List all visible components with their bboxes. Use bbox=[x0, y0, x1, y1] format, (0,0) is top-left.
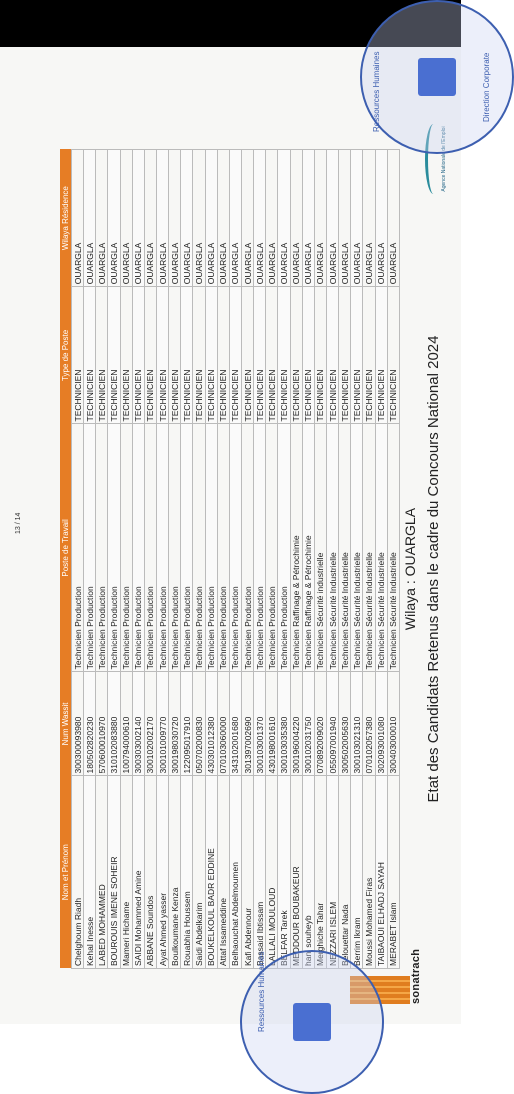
table-cell: Kafi Abdennour bbox=[241, 776, 253, 969]
table-cell: TECHNICIEN bbox=[193, 287, 205, 424]
table-cell: TECHNICIEN bbox=[169, 287, 181, 424]
table-row bbox=[132, 150, 144, 969]
table-cell: MEDDOUR BOUBAKEUR bbox=[290, 776, 302, 969]
table-row bbox=[241, 150, 253, 969]
table-cell: Mameri Hichame bbox=[120, 776, 132, 969]
table-cell: Bassaid Ibtissam bbox=[254, 776, 266, 969]
table-cell: OUARGLA bbox=[108, 150, 120, 287]
table-cell: Moussi Mohamed Firas bbox=[363, 776, 375, 969]
table-cell: OUARGLA bbox=[326, 150, 338, 287]
column-header: Poste de Travail bbox=[60, 424, 72, 672]
table-cell: NEZZARI ISLEM bbox=[326, 776, 338, 969]
table-cell: hani souheyb bbox=[302, 776, 314, 969]
table-cell: OUARGLA bbox=[375, 150, 387, 287]
table-cell: OUARGLA bbox=[72, 150, 84, 287]
column-header: Nom et Prénom bbox=[60, 776, 72, 969]
column-header: Wilaya Résidence bbox=[60, 150, 72, 287]
candidates-table bbox=[60, 149, 400, 969]
table-cell: Technicien Production bbox=[254, 424, 266, 672]
table-cell: TECHNICIEN bbox=[72, 287, 84, 424]
table-cell: BOUROUIS IMENE SOHEIR bbox=[108, 776, 120, 969]
table-cell: ABBANE Soundos bbox=[144, 776, 156, 969]
table-cell: TECHNICIEN bbox=[108, 287, 120, 424]
table-cell: Technicien Production bbox=[96, 424, 108, 672]
table-cell: Technicien Sécurité Industrielle bbox=[375, 424, 387, 672]
table-row bbox=[375, 150, 387, 969]
table-cell: 100794000610 bbox=[120, 672, 132, 776]
table-row bbox=[387, 150, 399, 969]
table-cell: Technicien Production bbox=[193, 424, 205, 672]
table-cell: OUARGLA bbox=[254, 150, 266, 287]
table-cell: BOUKELKOUL BADR EDDINE bbox=[205, 776, 217, 969]
table-cell: OUARGLA bbox=[193, 150, 205, 287]
table-cell: Technicien Sécurité Industrielle bbox=[351, 424, 363, 672]
table-cell: OUARGLA bbox=[144, 150, 156, 287]
table-cell: 070103060000 bbox=[217, 672, 229, 776]
table-cell: Technicien Production bbox=[205, 424, 217, 672]
table-row bbox=[229, 150, 241, 969]
table-row bbox=[144, 150, 156, 969]
table-cell: Ayat Ahmed yasser bbox=[156, 776, 168, 969]
document-subtitle: Wilaya : OUARGLA bbox=[402, 507, 418, 631]
table-cell: 055097001940 bbox=[326, 672, 338, 776]
table-cell: Technicien Production bbox=[132, 424, 144, 672]
table-cell: 310102083880 bbox=[108, 672, 120, 776]
table-cell: Technicien Raffinage & Pétrochimie bbox=[302, 424, 314, 672]
table-cell: 343102001680 bbox=[229, 672, 241, 776]
table-cell: Belhaouchat Abdelmoumen bbox=[229, 776, 241, 969]
candidates-table-wrap bbox=[60, 149, 400, 969]
table-cell: TECHNICIEN bbox=[241, 287, 253, 424]
table-cell: OUARGLA bbox=[96, 150, 108, 287]
table-body bbox=[72, 150, 400, 969]
table-cell: Chelghoum Riadh bbox=[72, 776, 84, 969]
logo-text: sonatrach bbox=[410, 948, 422, 1004]
table-cell: 302093001080 bbox=[375, 672, 387, 776]
table-cell: Technicien Production bbox=[156, 424, 168, 672]
stamp-text: Ressources Humaines bbox=[372, 51, 381, 132]
table-cell: TECHNICIEN bbox=[132, 287, 144, 424]
table-cell: TECHNICIEN bbox=[84, 287, 96, 424]
table-cell: Technicien Production bbox=[278, 424, 290, 672]
table-cell: LABED MOHAMMED bbox=[96, 776, 108, 969]
table-row bbox=[290, 150, 302, 969]
stamp-text: Ressources Humaines bbox=[257, 951, 266, 1032]
table-cell: TECHNICIEN bbox=[278, 287, 290, 424]
table-cell: 050702000830 bbox=[193, 672, 205, 776]
column-header: Type de Poste bbox=[60, 287, 72, 424]
table-cell: Technicien Production bbox=[72, 424, 84, 672]
table-cell: TECHNICIEN bbox=[205, 287, 217, 424]
table-cell: Technicien Production bbox=[229, 424, 241, 672]
table-cell: TECHNICIEN bbox=[96, 287, 108, 424]
table-cell: OUARGLA bbox=[120, 150, 132, 287]
table-cell: 300198030720 bbox=[169, 672, 181, 776]
table-cell: Technicien Production bbox=[217, 424, 229, 672]
table-cell: TECHNICIEN bbox=[363, 287, 375, 424]
table-cell: MERABET Islam bbox=[387, 776, 399, 969]
table-row bbox=[84, 150, 96, 969]
stamp-logo bbox=[418, 58, 456, 96]
page-number: 13 / 14 bbox=[15, 512, 22, 534]
table-cell: Technicien Production bbox=[169, 424, 181, 672]
table-cell: Technicien Production bbox=[181, 424, 193, 672]
table-cell: OUARGLA bbox=[205, 150, 217, 287]
document-title: Etat des Candidats Retenus dans le cadre du Concours National 2024 bbox=[425, 335, 442, 803]
table-cell: Technicien Sécurité Industrielle bbox=[363, 424, 375, 672]
table-cell: TECHNICIEN bbox=[387, 287, 399, 424]
table-row bbox=[363, 150, 375, 969]
table-cell: 301397002690 bbox=[241, 672, 253, 776]
table-cell: Technicien Raffinage & Pétrochimie bbox=[290, 424, 302, 672]
table-row bbox=[266, 150, 278, 969]
table-cell: TECHNICIEN bbox=[302, 287, 314, 424]
table-row bbox=[96, 150, 108, 969]
table-cell: Technicien Production bbox=[266, 424, 278, 672]
table-row bbox=[193, 150, 205, 969]
table-cell: 430301012380 bbox=[205, 672, 217, 776]
table-cell: Technicien Sécurité Industrielle bbox=[326, 424, 338, 672]
table-cell: OUARGLA bbox=[156, 150, 168, 287]
column-header: Num Wassit bbox=[60, 672, 72, 776]
table-cell: TECHNICIEN bbox=[266, 287, 278, 424]
table-cell: OUARGLA bbox=[217, 150, 229, 287]
table-cell: 300303002140 bbox=[132, 672, 144, 776]
table-row bbox=[72, 150, 84, 969]
table-cell: TECHNICIEN bbox=[156, 287, 168, 424]
table-cell: 300103021310 bbox=[351, 672, 363, 776]
stamp-text: Direction Corporate bbox=[482, 52, 491, 122]
table-cell: 430198001610 bbox=[266, 672, 278, 776]
table-cell: Technicien Sécurité industrielle bbox=[314, 424, 326, 672]
table-row bbox=[120, 150, 132, 969]
table-row bbox=[254, 150, 266, 969]
table-cell: 300502005630 bbox=[339, 672, 351, 776]
table-cell: Saidi Abdelkarim bbox=[193, 776, 205, 969]
table-cell: OUARGLA bbox=[278, 150, 290, 287]
table-cell: OUARGLA bbox=[132, 150, 144, 287]
table-cell: 180502820230 bbox=[84, 672, 96, 776]
table-cell: 300103035380 bbox=[278, 672, 290, 776]
table-cell: TECHNICIEN bbox=[314, 287, 326, 424]
official-stamp-top bbox=[360, 0, 514, 154]
table-cell: Kehal Inesse bbox=[84, 776, 96, 969]
table-cell: TECHNICIEN bbox=[375, 287, 387, 424]
table-cell: OUARGLA bbox=[314, 150, 326, 287]
table-cell: 070892009020 bbox=[314, 672, 326, 776]
table-cell: OUARGLA bbox=[229, 150, 241, 287]
official-stamp-bottom bbox=[240, 950, 384, 1094]
table-row bbox=[314, 150, 326, 969]
table-cell: Technicien Production bbox=[144, 424, 156, 672]
table-cell: OUARGLA bbox=[302, 150, 314, 287]
rotated-document bbox=[0, 47, 491, 1032]
table-cell: TECHNICIEN bbox=[217, 287, 229, 424]
table-cell: Belouettar Nada bbox=[339, 776, 351, 969]
table-cell: 070102057380 bbox=[363, 672, 375, 776]
table-cell: TECHNICIEN bbox=[339, 287, 351, 424]
table-cell: TECHNICIEN bbox=[351, 287, 363, 424]
table-row bbox=[181, 150, 193, 969]
table-row bbox=[278, 150, 290, 969]
table-row bbox=[302, 150, 314, 969]
table-cell: OUARGLA bbox=[266, 150, 278, 287]
table-cell: 122095017910 bbox=[181, 672, 193, 776]
table-row bbox=[169, 150, 181, 969]
table-cell: TAIBAOUI ELHADJ SAYAH bbox=[375, 776, 387, 969]
table-cell: OUARGLA bbox=[351, 150, 363, 287]
table-cell: Technicien Sécurité Industrielle bbox=[387, 424, 399, 672]
table-row bbox=[217, 150, 229, 969]
table-row bbox=[326, 150, 338, 969]
table-cell: Rouabhia Houssem bbox=[181, 776, 193, 969]
table-row bbox=[156, 150, 168, 969]
table-cell: Merghiche Tahar bbox=[314, 776, 326, 969]
table-cell: 300300093980 bbox=[72, 672, 84, 776]
scanned-page bbox=[0, 47, 491, 1032]
table-cell: Technicien Production bbox=[108, 424, 120, 672]
table-row bbox=[108, 150, 120, 969]
table-cell: LALLALI MOULOUD bbox=[266, 776, 278, 969]
table-cell: OUARGLA bbox=[241, 150, 253, 287]
table-cell: OUARGLA bbox=[84, 150, 96, 287]
table-cell: TECHNICIEN bbox=[290, 287, 302, 424]
table-cell: TECHNICIEN bbox=[229, 287, 241, 424]
stamp-logo bbox=[293, 1003, 331, 1041]
table-cell: BELFAR Tarek bbox=[278, 776, 290, 969]
table-cell: 300403000010 bbox=[387, 672, 399, 776]
table-row bbox=[339, 150, 351, 969]
table-row bbox=[351, 150, 363, 969]
table-cell: Technicien Production bbox=[241, 424, 253, 672]
table-cell: SAIDI Mohammed Amine bbox=[132, 776, 144, 969]
table-cell: Berrim Ikram bbox=[351, 776, 363, 969]
table-cell: Technicien Sécurité Industrielle bbox=[339, 424, 351, 672]
table-cell: 570600010970 bbox=[96, 672, 108, 776]
table-cell: Technicien Production bbox=[84, 424, 96, 672]
table-cell: 300101009770 bbox=[156, 672, 168, 776]
table-cell: Technicien Production bbox=[120, 424, 132, 672]
table-cell: OUARGLA bbox=[363, 150, 375, 287]
table-cell: OUARGLA bbox=[169, 150, 181, 287]
table-cell: OUARGLA bbox=[387, 150, 399, 287]
anem-text: Agence Nationale de l'Emploi bbox=[441, 126, 447, 192]
table-cell: Boulkoumane Kenza bbox=[169, 776, 181, 969]
table-cell: OUARGLA bbox=[290, 150, 302, 287]
table-header-row bbox=[60, 150, 72, 969]
table-row bbox=[205, 150, 217, 969]
table-cell: Attaf Issameddine bbox=[217, 776, 229, 969]
table-cell: 300102002170 bbox=[144, 672, 156, 776]
table-cell: TECHNICIEN bbox=[326, 287, 338, 424]
table-cell: 300196004220 bbox=[290, 672, 302, 776]
table-cell: OUARGLA bbox=[339, 150, 351, 287]
table-cell: TECHNICIEN bbox=[120, 287, 132, 424]
table-cell: TECHNICIEN bbox=[144, 287, 156, 424]
table-cell: OUARGLA bbox=[181, 150, 193, 287]
table-cell: 300102031750 bbox=[302, 672, 314, 776]
table-cell: TECHNICIEN bbox=[254, 287, 266, 424]
table-cell: 300103001370 bbox=[254, 672, 266, 776]
table-cell: TECHNICIEN bbox=[181, 287, 193, 424]
